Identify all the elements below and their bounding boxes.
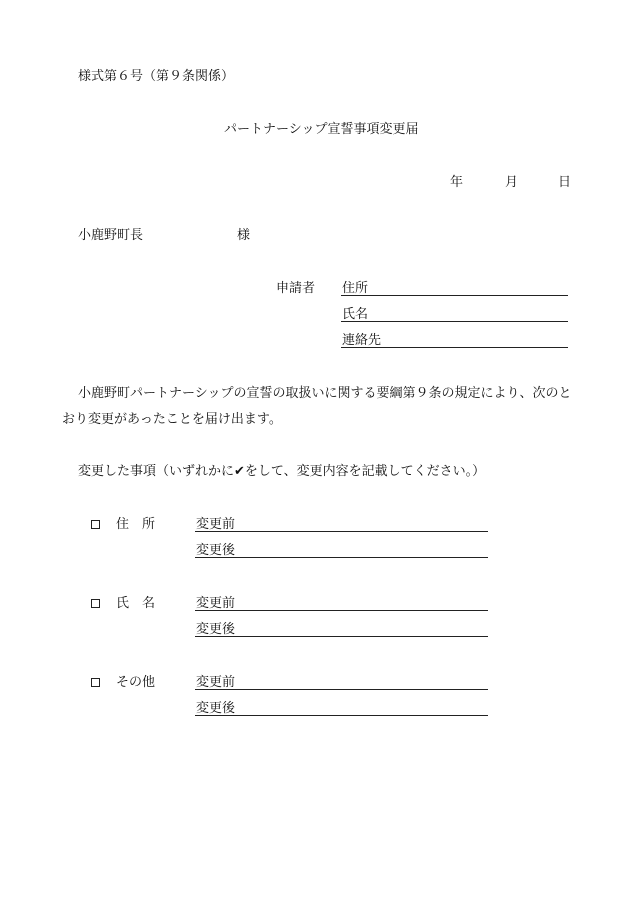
applicant-name-field[interactable] (341, 321, 568, 322)
applicant-address-label: 住所 (342, 281, 369, 296)
other-after-field[interactable] (195, 715, 488, 716)
name-after-field[interactable] (195, 636, 488, 637)
address-before-field[interactable] (195, 531, 488, 532)
other-after-label: 変更後 (196, 701, 236, 716)
recipient-name: 小鹿野町長 (78, 228, 144, 243)
form-title: パートナーシップ宣誓事項変更届 (224, 122, 419, 137)
body-line-1: 小鹿野町パートナーシップの宣誓の取扱いに関する要綱第９条の規定により、次のと (78, 386, 572, 401)
changes-heading: 変更した事項（いずれかに✔をして、変更内容を記載してください。） (78, 464, 486, 479)
applicant-name-label: 氏名 (342, 307, 369, 322)
applicant-address-field[interactable] (341, 295, 568, 296)
address-checkbox[interactable] (91, 520, 100, 529)
applicant-contact-label: 連絡先 (342, 333, 382, 348)
recipient-honorific: 様 (237, 228, 251, 243)
applicant-contact-field[interactable] (341, 347, 568, 348)
item-other-label: その他 (116, 675, 156, 690)
applicant-label: 申請者 (276, 281, 316, 296)
other-before-label: 変更前 (196, 675, 236, 690)
name-before-label: 変更前 (196, 596, 236, 611)
body-line-2: おり変更があったことを届け出ます。 (62, 412, 282, 427)
date-day-label: 日 (558, 175, 572, 190)
date-year-label: 年 (450, 175, 464, 190)
form-number: 様式第６号（第９条関係） (78, 69, 235, 84)
name-before-field[interactable] (195, 610, 488, 611)
other-before-field[interactable] (195, 689, 488, 690)
name-checkbox[interactable] (91, 599, 100, 608)
other-checkbox[interactable] (91, 678, 100, 687)
item-name-label: 氏 名 (116, 596, 156, 611)
address-before-label: 変更前 (196, 517, 236, 532)
address-after-field[interactable] (195, 557, 488, 558)
item-address-label: 住 所 (116, 517, 156, 532)
date-month-label: 月 (505, 175, 519, 190)
name-after-label: 変更後 (196, 622, 236, 637)
address-after-label: 変更後 (196, 543, 236, 558)
